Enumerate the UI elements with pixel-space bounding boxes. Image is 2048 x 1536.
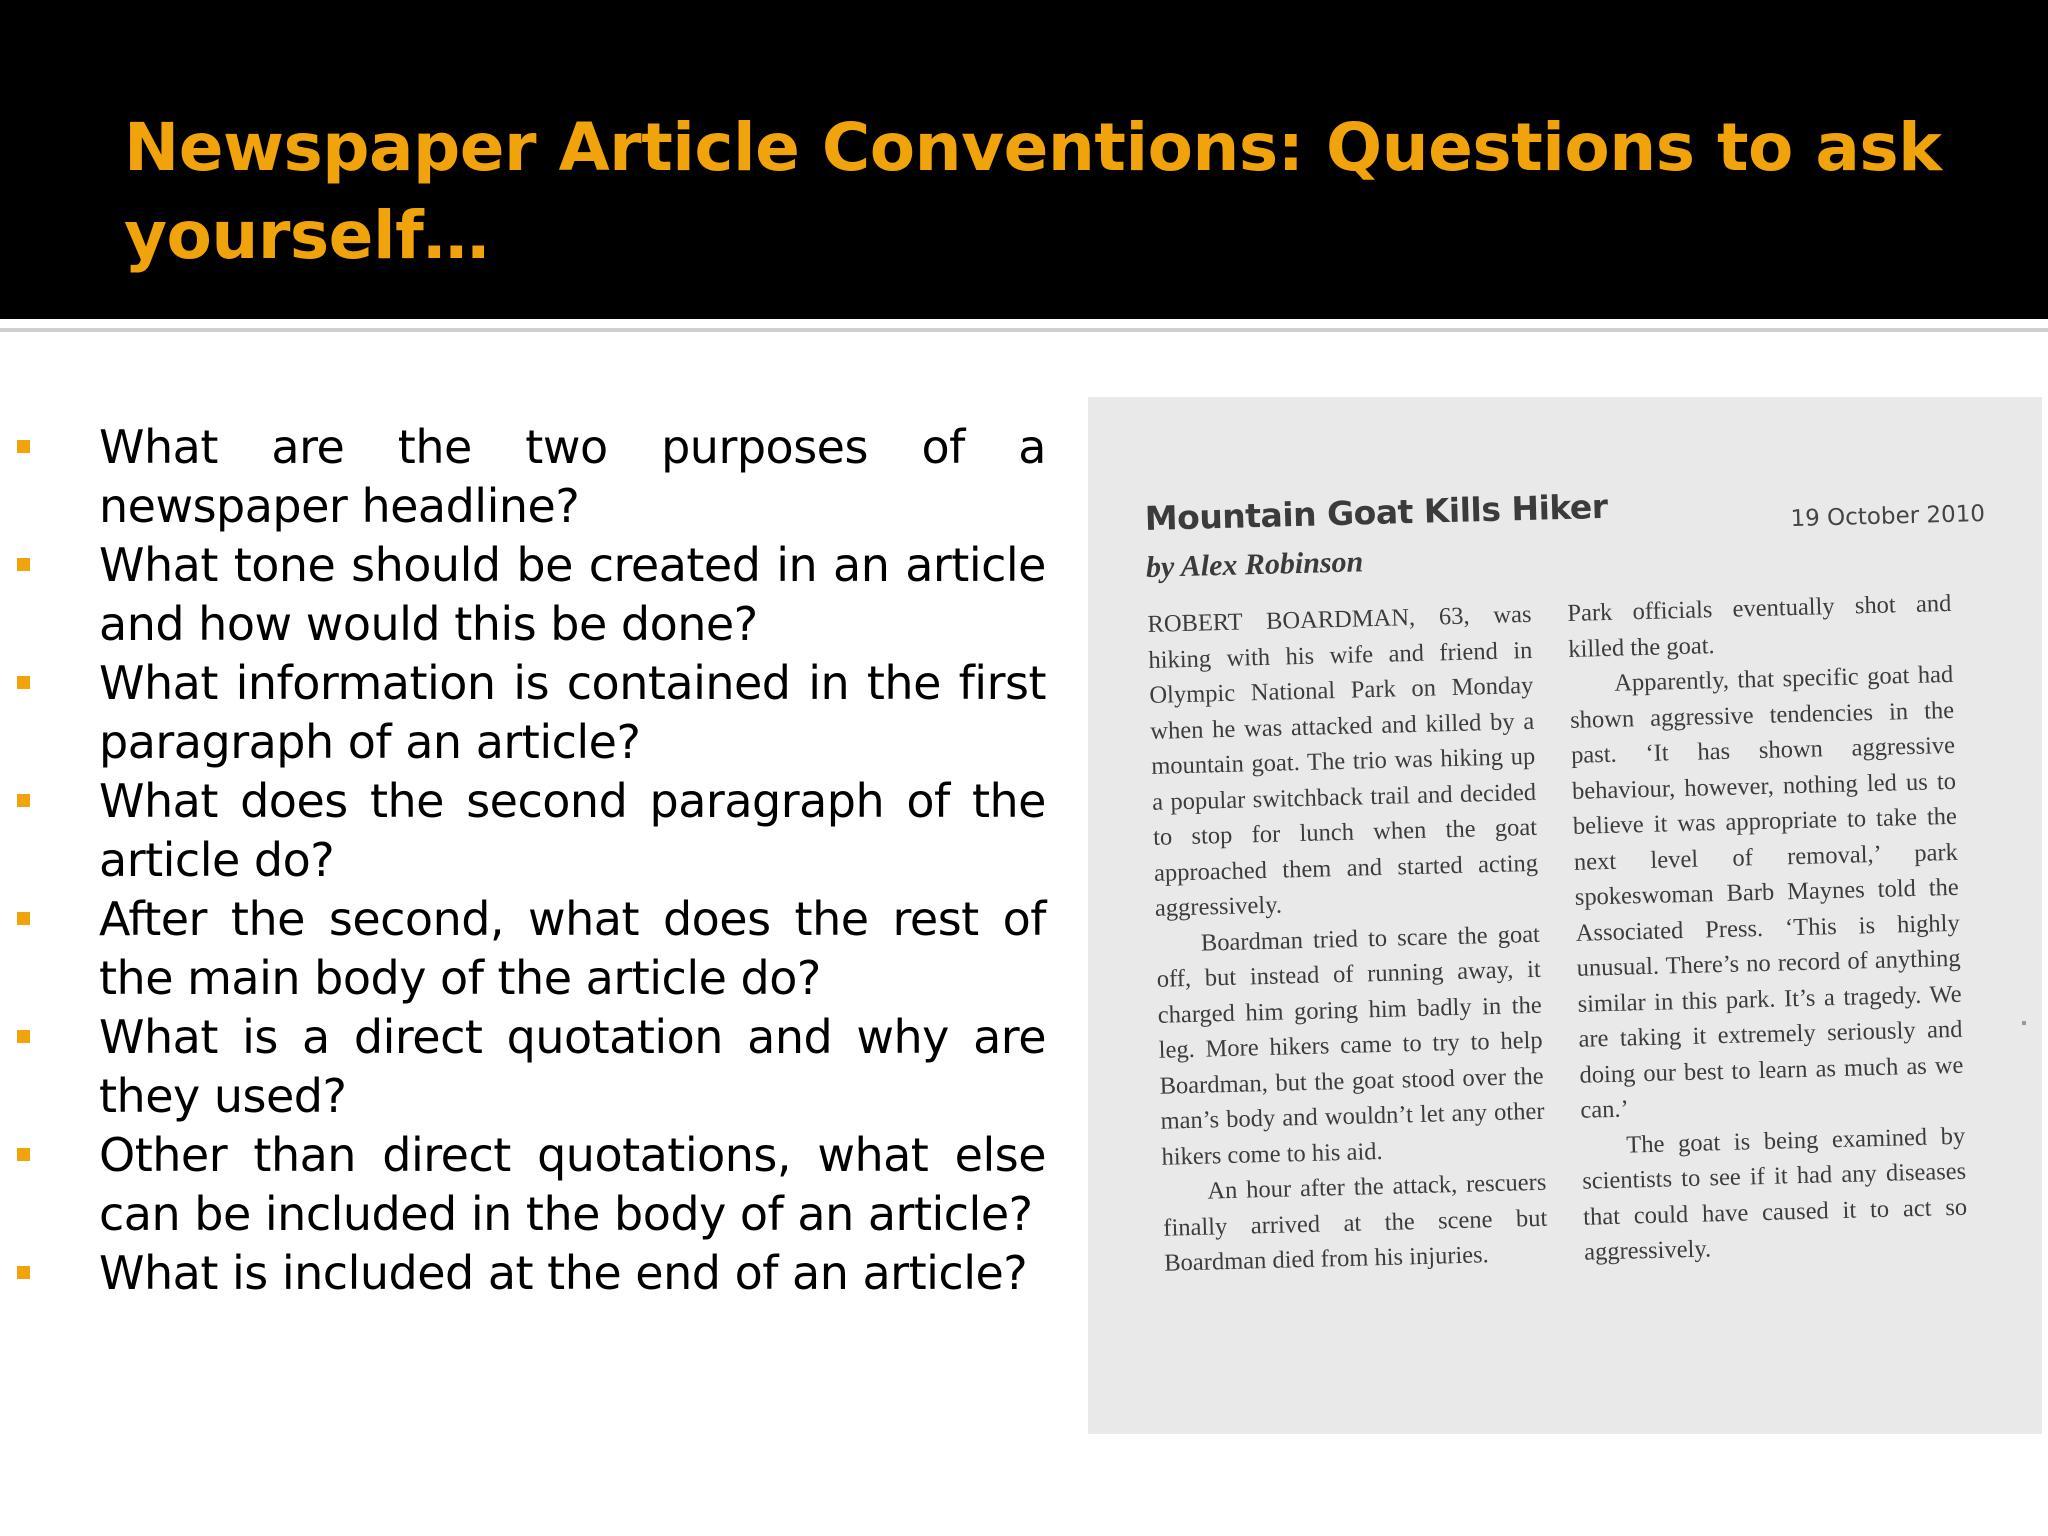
question-list bbox=[0, 418, 1046, 1303]
article-paragraph: Park officials eventually shot and killed the goat. bbox=[1567, 589, 1952, 663]
question-item bbox=[0, 536, 1046, 654]
article-date: 19 October 2010 bbox=[1790, 500, 1986, 533]
title-bar bbox=[0, 0, 2048, 319]
newspaper-clipping-image bbox=[1088, 397, 2042, 1434]
article-column-right bbox=[1567, 586, 1969, 1270]
square-bullet-icon bbox=[17, 440, 30, 453]
question-text: What are the two purposes of a newspaper headline? bbox=[99, 420, 1046, 533]
question-item bbox=[0, 418, 1046, 536]
article-paragraph: The goat is being examined by scientists to see if it had any diseases that could have caused it to act so aggressively. bbox=[1581, 1122, 1968, 1266]
question-text: Other than direct quotations, what else can be included in the body of an article? bbox=[99, 1128, 1046, 1241]
square-bullet-icon bbox=[17, 676, 30, 689]
article-column-left bbox=[1147, 597, 1549, 1281]
article-paragraph: Boardman tried to scare the goat off, but instead of running away, it charged him goring him badly in the leg. More hikers came to try to help Boardman, but the goat stood over the man’s body and wouldn’t let any other hikers come to his aid. bbox=[1156, 920, 1545, 1171]
article-paragraph: Apparently, that specific goat had shown aggressive tendencies in the past. ‘It has shown aggressive behaviour, however, nothing led us to believe it was appropriate to take the next level of removal,’ park spokeswoman Barb Maynes told the Associated Press. ‘This is highly unusual. There’s no record of anything similar in this park. It’s a tragedy. We are taking it extremely seriously and doing our best to learn as much as we can.’ bbox=[1569, 660, 1964, 1124]
square-bullet-icon bbox=[17, 912, 30, 925]
slide-title: Newspaper Article Conventions: Questions to ask yourself… bbox=[124, 109, 1942, 274]
article-byline: by Alex Robinson bbox=[1145, 545, 1364, 584]
question-text: After the second, what does the rest of the main body of the article do? bbox=[99, 892, 1046, 1005]
question-text: What information is contained in the first paragraph of an article? bbox=[99, 656, 1046, 769]
question-item bbox=[0, 1008, 1046, 1126]
square-bullet-icon bbox=[17, 1148, 30, 1161]
article-headline: Mountain Goat Kills Hiker bbox=[1144, 486, 1609, 538]
title-divider bbox=[0, 328, 2048, 332]
square-bullet-icon bbox=[17, 1266, 30, 1279]
article-paragraph: An hour after the attack, rescuers finally arrived at the scene but Boardman died from his injuries. bbox=[1162, 1168, 1548, 1277]
question-item bbox=[0, 1244, 1046, 1303]
question-text: What does the second paragraph of the article do? bbox=[99, 774, 1046, 887]
article-paragraph: ROBERT BOARDMAN, 63, was hiking with his wife and friend in Olympic National Park on Monday when he was attacked and killed by a mountain goat. The trio was hiking up a popular switchback trail and decided to stop for lunch when the goat approached them and started acting aggressively. bbox=[1147, 600, 1539, 922]
question-item bbox=[0, 1126, 1046, 1244]
question-text: What is included at the end of an article? bbox=[99, 1246, 1028, 1300]
scan-speck bbox=[2022, 1021, 2026, 1025]
question-item bbox=[0, 654, 1046, 772]
article-content bbox=[1144, 467, 1986, 1277]
question-item bbox=[0, 772, 1046, 890]
square-bullet-icon bbox=[17, 558, 30, 571]
square-bullet-icon bbox=[17, 1030, 30, 1043]
question-text: What is a direct quotation and why are they used? bbox=[99, 1010, 1046, 1123]
question-text: What tone should be created in an article and how would this be done? bbox=[99, 538, 1046, 651]
square-bullet-icon bbox=[17, 794, 30, 807]
question-item bbox=[0, 890, 1046, 1008]
